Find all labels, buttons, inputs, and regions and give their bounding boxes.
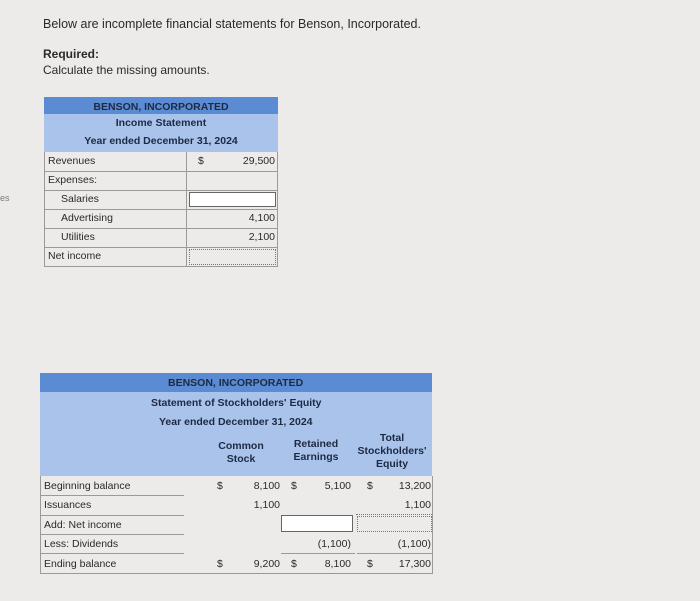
column-header-total-equity: Total Stockholders' Equity [357, 432, 427, 470]
equity-statement-period: Year ended December 31, 2024 [159, 416, 313, 428]
ending-retained-value: 8,100 [324, 558, 351, 570]
dividends-total-value: (1,100) [397, 538, 431, 550]
row-label-issuances: Issuances [44, 499, 92, 511]
row-label-ending-balance: Ending balance [44, 558, 117, 570]
divider [44, 247, 278, 248]
divider [40, 476, 41, 573]
row-label-net-income: Add: Net income [44, 519, 122, 531]
divider [40, 534, 184, 535]
divider [44, 171, 278, 172]
salaries-input[interactable] [189, 192, 276, 207]
instructions-text: Below are incomplete financial statements for Benson, Incorporated. [43, 17, 421, 31]
required-text: Calculate the missing amounts. [43, 63, 210, 77]
side-fragment-text: es [0, 193, 10, 203]
currency-symbol: $ [367, 480, 373, 492]
net-income-total-input[interactable] [357, 516, 432, 532]
beginning-common-value: 8,100 [253, 480, 280, 492]
salaries-label: Salaries [61, 193, 99, 205]
divider [40, 553, 184, 554]
divider [44, 190, 278, 191]
equity-statement-header-company: BENSON, INCORPORATED [40, 373, 432, 392]
expenses-label: Expenses: [48, 174, 98, 186]
income-statement-period: Year ended December 31, 2024 [84, 135, 238, 147]
column-header-retained-earnings: Retained Earnings [293, 438, 339, 463]
divider [44, 266, 278, 267]
dividends-retained-value: (1,100) [317, 538, 351, 550]
beginning-retained-value: 5,100 [324, 480, 351, 492]
divider [40, 495, 184, 496]
net-income-label: Net income [48, 250, 102, 262]
column-header-common-stock: Common Stock [218, 440, 264, 465]
divider [44, 209, 278, 210]
utilities-value: 2,100 [248, 231, 275, 243]
issuances-total-value: 1,100 [404, 499, 431, 511]
divider [40, 573, 433, 574]
utilities-label: Utilities [61, 231, 95, 243]
ending-total-value: 17,300 [398, 558, 431, 570]
divider [281, 553, 355, 554]
advertising-label: Advertising [61, 212, 113, 224]
issuances-common-value: 1,100 [253, 499, 280, 511]
income-statement-title: Income Statement [115, 117, 207, 129]
row-label-dividends: Less: Dividends [44, 538, 119, 550]
currency-symbol: $ [217, 480, 223, 492]
currency-symbol: $ [291, 480, 297, 492]
net-income-input[interactable] [189, 249, 276, 265]
divider [432, 476, 433, 573]
net-income-retained-input[interactable] [281, 515, 353, 532]
ending-common-value: 9,200 [253, 558, 280, 570]
currency-symbol: $ [291, 558, 297, 570]
equity-statement-title: Statement of Stockholders' Equity [151, 397, 322, 409]
revenues-label: Revenues [48, 155, 96, 167]
revenues-value: 29,500 [242, 155, 275, 167]
divider [357, 553, 433, 554]
row-label-beginning-balance: Beginning balance [44, 480, 131, 492]
currency-symbol: $ [217, 558, 223, 570]
beginning-total-value: 13,200 [398, 480, 431, 492]
advertising-value: 4,100 [248, 212, 275, 224]
currency-symbol: $ [198, 155, 204, 167]
divider [40, 515, 184, 516]
currency-symbol: $ [367, 558, 373, 570]
divider [44, 228, 278, 229]
income-statement-header-company: BENSON, INCORPORATED [44, 97, 278, 114]
equity-statement-header [40, 392, 432, 476]
income-statement-header [44, 114, 278, 152]
required-label: Required: [43, 47, 100, 61]
